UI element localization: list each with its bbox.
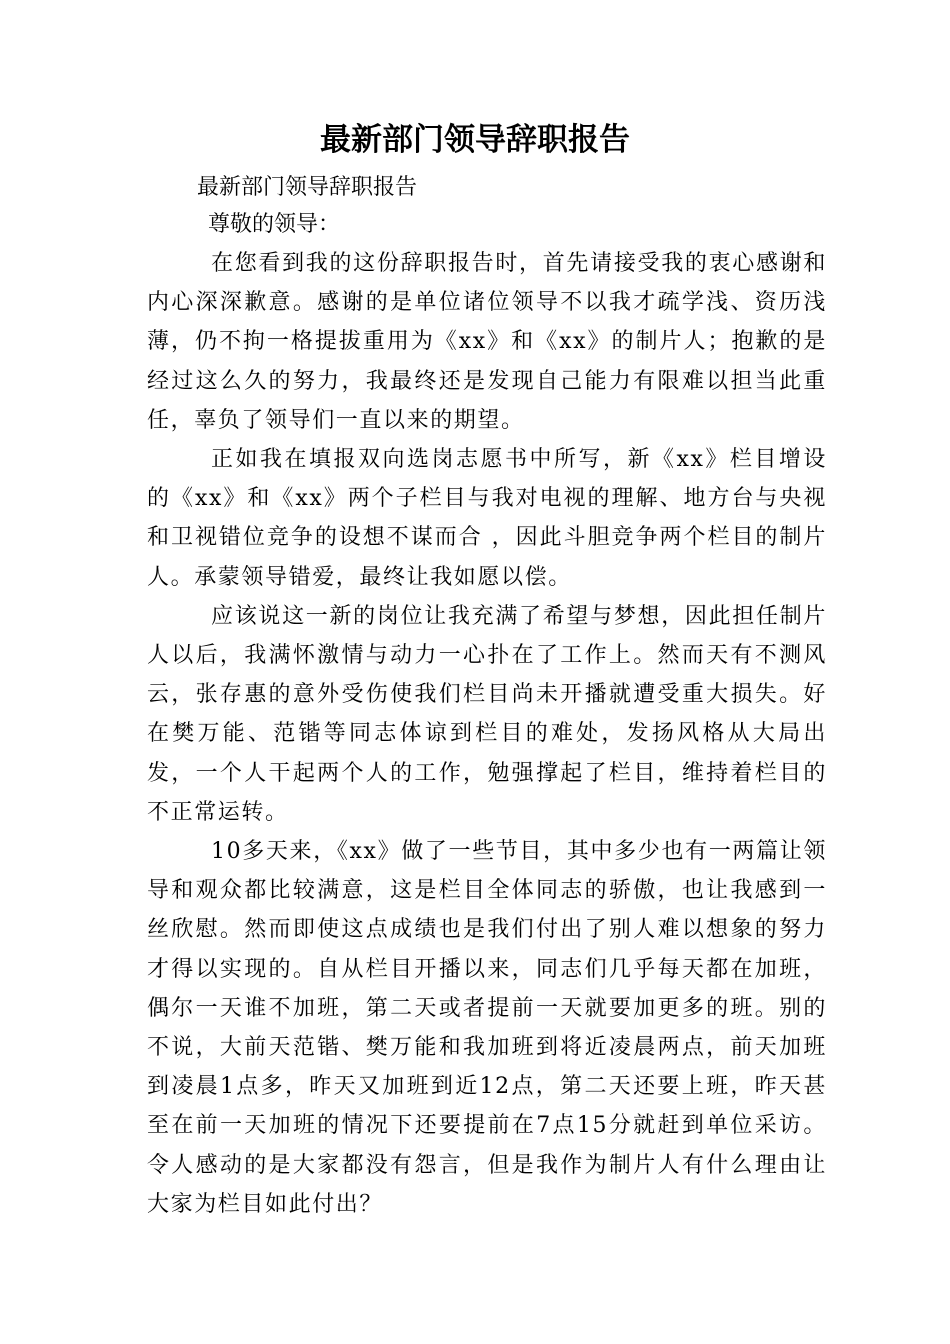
document-subtitle: 最新部门领导辞职报告 xyxy=(197,175,418,200)
document-title: 最新部门领导辞职报告 xyxy=(320,122,630,158)
paragraph: 10多天来，《xx》做了一些节目，其中多少也有一两篇让领导和观众都比较满意，这是栏目全体同志的骄傲，也让我感到一丝欣慰。然而即使这点成绩也是我们付出了别人难以想象的努力才得以实现的。自从栏目开播以来，同志们几乎每天都在加班，偶尔一天谁不加班，第二天或者提前一天就要加更多的班。别的不说，大前天范锴、樊万能和我加班到将近凌晨两点，前天加班到凌晨1点多，昨天又加班到近12点，第二天还要上班，昨天甚至在前一天加班的情况下还要提前在7点15分就赶到单位采访。令人感动的是大家都没有怨言，但是我作为制片人有什么理由让大家为栏目如此付出？ xyxy=(147,839,827,1217)
salutation: 尊敬的领导： xyxy=(208,212,341,237)
paragraph: 应该说这一新的岗位让我充满了希望与梦想，因此担任制片人以后，我满怀激情与动力一心扑在了工作上。然而天有不测风云，张存惠的意外受伤使我们栏目尚未开播就遭受重大损失。好在樊万能、范锴等同志体谅到栏目的难处，发扬风格从大局出发，一个人干起两个人的工作，勉强撑起了栏目，维持着栏目的不正常运转。 xyxy=(147,603,827,825)
paragraph: 正如我在填报双向选岗志愿书中所写，新《xx》栏目增设的《xx》和《xx》两个子栏目与我对电视的理解、地方台与央视和卫视错位竞争的设想不谋而合 ，因此斗胆竞争两个栏目的制片人。承蒙领导错爱，最终让我如愿以偿。 xyxy=(147,447,827,590)
letter-body xyxy=(147,244,827,1224)
paragraph: 在您看到我的这份辞职报告时，首先请接受我的衷心感谢和内心深深歉意。感谢的是单位诸位领导不以我才疏学浅、资历浅薄，仍不拘一格提拔重用为《xx》和《xx》的制片人；抱歉的是经过这么久的努力，我最终还是发现自己能力有限难以担当此重任，辜负了领导们一直以来的期望。 xyxy=(147,251,827,433)
